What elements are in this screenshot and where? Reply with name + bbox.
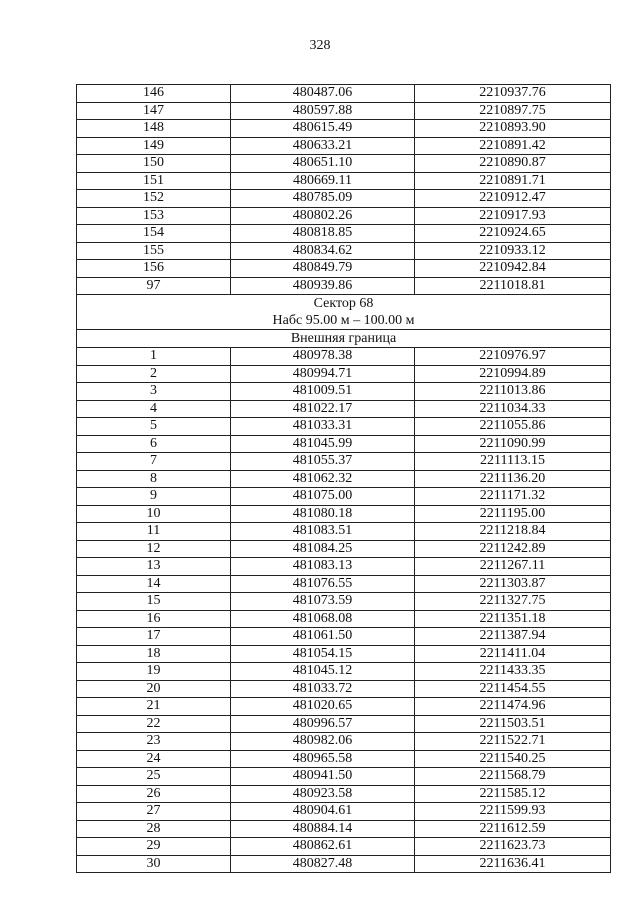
x-coordinate: 481076.55 [231,575,415,593]
table-row [77,505,611,523]
y-coordinate: 2210890.87 [415,155,611,173]
x-coordinate: 480818.85 [231,225,415,243]
table-row [77,470,611,488]
y-coordinate: 2211055.86 [415,418,611,436]
table-row [77,207,611,225]
point-number: 151 [77,172,231,190]
x-coordinate: 481061.50 [231,628,415,646]
point-number: 30 [77,855,231,873]
y-coordinate: 2210924.65 [415,225,611,243]
table-row [77,680,611,698]
x-coordinate: 481083.13 [231,558,415,576]
y-coordinate: 2211387.94 [415,628,611,646]
point-number: 27 [77,803,231,821]
point-number: 156 [77,260,231,278]
point-number: 6 [77,435,231,453]
x-coordinate: 480487.06 [231,85,415,103]
y-coordinate: 2211090.99 [415,435,611,453]
table-row [77,137,611,155]
point-number: 20 [77,680,231,698]
table-row [77,400,611,418]
point-number: 26 [77,785,231,803]
page-number: 328 [309,38,331,53]
boundary-row [77,330,611,348]
y-coordinate: 2211474.96 [415,698,611,716]
x-coordinate: 480904.61 [231,803,415,821]
y-coordinate: 2210897.75 [415,102,611,120]
y-coordinate: 2211585.12 [415,785,611,803]
table-row [77,435,611,453]
x-coordinate: 481068.08 [231,610,415,628]
table-row [77,645,611,663]
table-row [77,540,611,558]
point-number: 7 [77,453,231,471]
table-row [77,120,611,138]
y-coordinate: 2211623.73 [415,838,611,856]
table-row [77,733,611,751]
x-coordinate: 480941.50 [231,768,415,786]
y-coordinate: 2210942.84 [415,260,611,278]
table-row [77,383,611,401]
point-number: 4 [77,400,231,418]
point-number: 17 [77,628,231,646]
y-coordinate: 2211636.41 [415,855,611,873]
sector-header [77,295,611,348]
table-row [77,102,611,120]
point-number: 152 [77,190,231,208]
x-coordinate: 480994.71 [231,365,415,383]
x-coordinate: 481080.18 [231,505,415,523]
sector-height-range: Набс 95.00 м – 100.00 м [272,313,415,328]
point-number: 147 [77,102,231,120]
x-coordinate: 480884.14 [231,820,415,838]
table-row [77,488,611,506]
y-coordinate: 2211303.87 [415,575,611,593]
point-number: 29 [77,838,231,856]
point-number: 22 [77,715,231,733]
point-number: 97 [77,277,231,295]
point-number: 8 [77,470,231,488]
table-row [77,453,611,471]
x-coordinate: 481045.99 [231,435,415,453]
y-coordinate: 2210912.47 [415,190,611,208]
y-coordinate: 2210937.76 [415,85,611,103]
y-coordinate: 2211327.75 [415,593,611,611]
y-coordinate: 2211351.18 [415,610,611,628]
x-coordinate: 481009.51 [231,383,415,401]
point-number: 23 [77,733,231,751]
x-coordinate: 481055.37 [231,453,415,471]
point-number: 3 [77,383,231,401]
x-coordinate: 480982.06 [231,733,415,751]
table-row [77,698,611,716]
y-coordinate: 2211599.93 [415,803,611,821]
table-row [77,715,611,733]
table-row [77,242,611,260]
y-coordinate: 2211136.20 [415,470,611,488]
point-number: 1 [77,348,231,366]
table-row [77,593,611,611]
x-coordinate: 480827.48 [231,855,415,873]
table-row [77,855,611,873]
y-coordinate: 2210891.71 [415,172,611,190]
y-coordinate: 2211242.89 [415,540,611,558]
y-coordinate: 2211568.79 [415,768,611,786]
x-coordinate: 480965.58 [231,750,415,768]
y-coordinate: 2211113.15 [415,453,611,471]
y-coordinate: 2211454.55 [415,680,611,698]
x-coordinate: 480862.61 [231,838,415,856]
table-row [77,190,611,208]
x-coordinate: 481045.12 [231,663,415,681]
sector-title [77,295,611,330]
point-number: 18 [77,645,231,663]
point-number: 9 [77,488,231,506]
sector-title-row [77,295,611,330]
x-coordinate: 480633.21 [231,137,415,155]
point-number: 150 [77,155,231,173]
table-row [77,803,611,821]
coordinates-group-2 [77,348,611,873]
table-row [77,785,611,803]
x-coordinate: 480669.11 [231,172,415,190]
point-number: 19 [77,663,231,681]
table-row [77,820,611,838]
x-coordinate: 481054.15 [231,645,415,663]
y-coordinate: 2211267.11 [415,558,611,576]
x-coordinate: 481083.51 [231,523,415,541]
table-row [77,365,611,383]
table-row [77,838,611,856]
point-number: 11 [77,523,231,541]
point-number: 28 [77,820,231,838]
x-coordinate: 480802.26 [231,207,415,225]
point-number: 154 [77,225,231,243]
point-number: 153 [77,207,231,225]
point-number: 10 [77,505,231,523]
x-coordinate: 480996.57 [231,715,415,733]
table-row [77,172,611,190]
y-coordinate: 2210933.12 [415,242,611,260]
table-row [77,523,611,541]
y-coordinate: 2211195.00 [415,505,611,523]
y-coordinate: 2211013.86 [415,383,611,401]
point-number: 2 [77,365,231,383]
coordinates-table [76,84,611,873]
y-coordinate: 2211522.71 [415,733,611,751]
table-row [77,575,611,593]
sector-name: Сектор 68 [313,296,374,311]
table-row [77,277,611,295]
x-coordinate: 480615.49 [231,120,415,138]
x-coordinate: 480849.79 [231,260,415,278]
point-number: 5 [77,418,231,436]
y-coordinate: 2210893.90 [415,120,611,138]
x-coordinate: 481033.72 [231,680,415,698]
x-coordinate: 481062.32 [231,470,415,488]
y-coordinate: 2210917.93 [415,207,611,225]
y-coordinate: 2211411.04 [415,645,611,663]
point-number: 148 [77,120,231,138]
x-coordinate: 481020.65 [231,698,415,716]
x-coordinate: 480651.10 [231,155,415,173]
table-row [77,260,611,278]
point-number: 25 [77,768,231,786]
x-coordinate: 481084.25 [231,540,415,558]
table-row [77,155,611,173]
point-number: 24 [77,750,231,768]
y-coordinate: 2211612.59 [415,820,611,838]
table-row [77,610,611,628]
y-coordinate: 2211433.35 [415,663,611,681]
y-coordinate: 2211034.33 [415,400,611,418]
point-number: 21 [77,698,231,716]
table-row [77,225,611,243]
y-coordinate: 2210891.42 [415,137,611,155]
x-coordinate: 480923.58 [231,785,415,803]
point-number: 149 [77,137,231,155]
table-row [77,750,611,768]
table-row [77,663,611,681]
point-number: 13 [77,558,231,576]
coordinates-group-1 [77,85,611,295]
x-coordinate: 480597.88 [231,102,415,120]
table-row [77,768,611,786]
point-number: 12 [77,540,231,558]
x-coordinate: 480939.86 [231,277,415,295]
x-coordinate: 481022.17 [231,400,415,418]
boundary-label: Внешняя граница [77,330,611,348]
point-number: 16 [77,610,231,628]
y-coordinate: 2211018.81 [415,277,611,295]
point-number: 146 [77,85,231,103]
y-coordinate: 2210976.97 [415,348,611,366]
x-coordinate: 481073.59 [231,593,415,611]
x-coordinate: 480978.38 [231,348,415,366]
y-coordinate: 2211503.51 [415,715,611,733]
y-coordinate: 2211171.32 [415,488,611,506]
point-number: 15 [77,593,231,611]
table-row [77,418,611,436]
y-coordinate: 2210994.89 [415,365,611,383]
table-row [77,558,611,576]
x-coordinate: 480834.62 [231,242,415,260]
table-row [77,628,611,646]
y-coordinate: 2211540.25 [415,750,611,768]
y-coordinate: 2211218.84 [415,523,611,541]
point-number: 155 [77,242,231,260]
x-coordinate: 481075.00 [231,488,415,506]
table-row [77,85,611,103]
x-coordinate: 480785.09 [231,190,415,208]
table-row [77,348,611,366]
x-coordinate: 481033.31 [231,418,415,436]
point-number: 14 [77,575,231,593]
